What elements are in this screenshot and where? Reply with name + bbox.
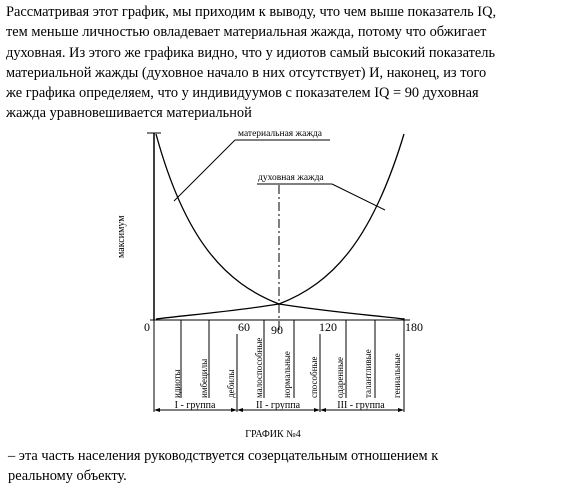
footnote-paragraph — [8, 446, 568, 486]
paragraph-line: же графика определяем, что у индивидуумов с показателем IQ = 90 духовная — [6, 85, 479, 102]
group-label: I - группа — [174, 400, 216, 411]
figure-caption: ГРАФИК №4 — [245, 429, 301, 440]
category-label: малоспособные — [254, 337, 264, 398]
paragraph-line: Рассматривая этот график, мы приходим к выводу, что чем выше показатель IQ, — [6, 4, 497, 20]
category-label: способные — [309, 356, 319, 398]
category-label: идиоты — [172, 369, 182, 398]
footnote-line: – эта часть населения руководствуется созерцательным отношением к — [8, 448, 439, 464]
material-label: материальная жажда — [238, 129, 322, 139]
y-axis-label: максимум — [116, 215, 127, 258]
category-label: гениальные — [392, 353, 402, 398]
tick-label: 60 — [238, 320, 250, 334]
tick-label: 120 — [319, 320, 337, 334]
group-label: III - группа — [337, 400, 385, 411]
paragraph-line: материальной жажды (духовное начало в них отсутствует) И, наконец, из того — [6, 64, 487, 81]
tick-label: 0 — [144, 320, 150, 334]
category-label: одаренные — [335, 357, 345, 398]
material-callout-line — [174, 140, 235, 201]
group-label: II - группа — [255, 400, 301, 411]
paragraph-line: тем меньше личностью овладевает материальная жажда, потому что обжигает — [6, 24, 487, 41]
spiritual-callout-line — [332, 184, 385, 210]
spiritual-curve — [156, 134, 404, 319]
footnote-line: реальному объекту. — [8, 468, 127, 484]
tick-label: 90 — [271, 323, 283, 337]
tick-label: 180 — [405, 320, 423, 334]
category-label: дебилы — [226, 369, 236, 398]
paragraph-line: духовная. Из этого же графика видно, что у идиотов самый высокий показатель — [6, 44, 496, 61]
category-label: нормальные — [282, 351, 292, 398]
spiritual-label: духовная жажда — [258, 173, 324, 183]
category-label: талантливые — [363, 349, 373, 398]
paragraph-line: жажда уравновешивается материальной — [6, 105, 252, 122]
material-curve — [156, 134, 404, 319]
category-label: имбецилы — [199, 358, 209, 398]
